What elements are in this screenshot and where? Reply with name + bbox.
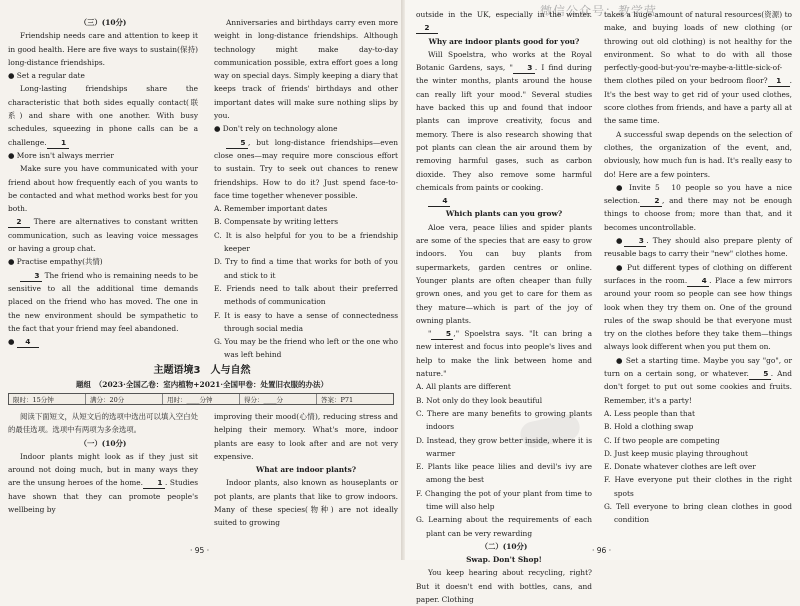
text: ● Invite 5 10 people so you have a nice selection. xyxy=(604,182,792,206)
paragraph xyxy=(604,354,792,407)
paragraph xyxy=(214,229,398,256)
text: C. There are many benefits to growing plants indoors xyxy=(416,408,592,432)
paragraph xyxy=(8,16,198,29)
text: F. Changing the pot of your plant from time to time will also help xyxy=(416,488,592,511)
answer-blank[interactable]: 2 xyxy=(8,217,30,228)
paragraph xyxy=(8,69,198,82)
text: Long-lasting friendships share the characteristic that both sides equally contact(联系) and share with one another. With busy schedules, squeezing in phone calls can be a challenge. xyxy=(8,84,198,147)
text: （三）(10分) xyxy=(79,18,127,27)
text: C. It is also helpful for you to be a friendship keeper xyxy=(214,230,398,254)
answer-blank[interactable]: 5 xyxy=(431,329,453,340)
paragraph xyxy=(214,463,398,476)
paragraph xyxy=(604,460,792,473)
paragraph xyxy=(416,8,592,35)
paragraph xyxy=(604,447,792,460)
answer-blank[interactable]: 1 xyxy=(768,76,790,87)
text: B. Not only do they look beautiful xyxy=(416,395,543,405)
text: G. You may be the friend who left or the one who was left behind xyxy=(214,337,398,360)
text: （二）(10分) xyxy=(480,541,528,551)
text: D. Just keep music playing throughout xyxy=(604,448,748,458)
paragraph xyxy=(214,215,398,228)
text: The friend who is remaining needs to be sensitive to all the additional time demands placed on the friend who has moved. The one in the new environment should be sympathetic to the fact that your friend may feel abandoned. xyxy=(8,270,198,333)
column-left-1 xyxy=(8,16,198,348)
info-full-score: 满分：20分 xyxy=(86,394,163,404)
text: There are alternatives to constant written communication, such as leaving voice messages or having a group chat. xyxy=(8,217,198,254)
paragraph xyxy=(604,261,792,354)
answer-blank[interactable]: 1 xyxy=(143,478,165,489)
text: B. Compensate by writing letters xyxy=(214,217,339,227)
theme-subtitle: 题组 （2023·全国乙卷：室内植物+2021·全国甲卷：处置旧衣服的办法） xyxy=(75,380,328,389)
text: Why are indoor plants good for you? xyxy=(428,36,580,46)
text: . And don't forget to put out some cookies and fruits. Remember, it's a party! xyxy=(604,369,792,405)
paragraph xyxy=(416,194,592,207)
answer-blank[interactable]: 5 xyxy=(226,138,248,149)
text: G. Tell everyone to bring clean clothes in good condition xyxy=(604,501,792,525)
text: ● Set a starting time. Maybe you say "go", or turn on a certain song, or whatever. xyxy=(604,355,792,379)
paragraph xyxy=(214,282,398,309)
watermark: 微信公众号：教学营 xyxy=(540,4,658,18)
column-left-4 xyxy=(214,410,398,530)
text: Anniversaries and birthdays carry even more weight in long-distance friendships. Although technology might make day-to-day communication possible, extra effort goes a long way on special days. Simply keeping a diary that keeps track of friends' birthdays and other important dates will make sure nothing slips by you. xyxy=(214,18,398,121)
text: Make sure you have communicated with your friend about how frequently each of you wants to be contacted and what method works best for you both. xyxy=(8,164,198,214)
theme-title: 主题语境3 人与自然 xyxy=(153,365,251,376)
paragraph xyxy=(214,136,398,202)
paragraph xyxy=(416,394,592,407)
answer-blank[interactable]: 2 xyxy=(416,23,438,34)
paragraph xyxy=(416,327,592,380)
paragraph xyxy=(604,434,792,447)
text: . They should also prepare plenty of reusable bags to carry their "new" clothes home. xyxy=(604,236,793,259)
text: E. Plants like peace lilies and devil's ivy are among the best xyxy=(416,462,592,485)
paragraph xyxy=(604,8,792,128)
text: takes a huge amount of natural resources(资源) to make, and buying loads of new clothing (or throwing out old clothing) is not healthy for the environment. So what to do with all those perfectly-good-but-you're-maybe-a-little-sick-of-them clothes piled on your bedroom floor? xyxy=(604,10,792,86)
paragraph xyxy=(8,149,198,162)
page-number-right: · 96 · xyxy=(592,546,612,555)
answer-blank[interactable]: 2 xyxy=(640,196,662,207)
paragraph xyxy=(416,540,592,553)
text: ● Don't rely on technology alone xyxy=(214,124,338,134)
text: Aloe vera, peace lilies and spider plants are some of the species that are easy to grow indoors. You can buy plants from supermarkets, garden centres or online. Younger plants are often cheaper than fully grown ones, and you get to care for them as they mature—which is part of the joy of owning plants. xyxy=(416,222,592,325)
paragraph xyxy=(416,35,592,48)
text: Will Spoelstra, who works at the Royal Botanic Gardens, says, " xyxy=(416,49,592,73)
text: A. Less people than that xyxy=(604,408,695,418)
book-gutter xyxy=(401,0,405,560)
text: Indoor plants, also known as houseplants or pot plants, are plants that like to grow indoors. Many of these species(物种) are not ideally suited to growing xyxy=(214,478,398,528)
text: improving their mood(心情), reducing stress and helping their memory. What's more, indoor plants are easy to look after and are not very expensive. xyxy=(214,412,398,461)
paragraph xyxy=(8,335,198,348)
paragraph xyxy=(214,202,398,215)
text: （一）(10分) xyxy=(79,438,127,448)
answer-blank[interactable]: 3 xyxy=(624,236,646,247)
text: G. Learning about the requirements of each plant can be very rewarding xyxy=(416,515,592,538)
text: , and there may not be enough things to choose from; more than that, and it becomes uncontrollable. xyxy=(604,196,792,232)
paragraph xyxy=(8,269,198,335)
answer-blank[interactable]: 4 xyxy=(687,276,709,287)
text: You keep hearing about recycling, right? But it doesn't end with bottles, cans, and paper. Clothing xyxy=(416,568,592,605)
info-time-limit: 限时：15分钟 xyxy=(9,394,86,404)
paragraph xyxy=(416,566,592,606)
text: . It's the best way to get rid of your used clothes, score clothes from friends, and have a party all at the same time. xyxy=(604,76,792,126)
paragraph xyxy=(604,181,792,234)
text: C. If two people are competing xyxy=(604,435,720,445)
paragraph xyxy=(416,487,592,514)
paragraph xyxy=(8,255,198,268)
paragraph xyxy=(214,335,398,362)
paragraph xyxy=(604,234,792,261)
info-bar xyxy=(8,393,394,405)
text: " xyxy=(428,329,432,339)
paragraph xyxy=(8,215,198,255)
paragraph xyxy=(214,410,398,463)
text: Which plants can you grow? xyxy=(445,209,563,219)
text: ," Spoelstra says. "It can bring a new interest and focus into people's lives and help to make the link between home and nature." xyxy=(416,329,592,379)
paragraph xyxy=(214,255,398,282)
text: ● Set a regular date xyxy=(8,71,85,81)
info-time-used: 用时：____分钟 xyxy=(163,394,240,404)
paragraph xyxy=(214,16,398,122)
text: outside in the UK, especially in the winter. xyxy=(416,10,592,19)
column-left-2 xyxy=(214,16,398,362)
text: 阅读下面短文，从短文后的选项中选出可以填入空白处的最佳选项。选项中有两项为多余选项。 xyxy=(8,412,198,435)
column-left-3 xyxy=(8,410,198,516)
text: ● More isn't always merrier xyxy=(8,150,114,160)
text: A. All plants are different xyxy=(416,382,511,392)
paragraph xyxy=(416,221,592,327)
answer-blank[interactable]: 1 xyxy=(47,138,69,149)
text: Swap. Don't Shop! xyxy=(466,555,542,565)
paragraph xyxy=(416,48,592,194)
paragraph xyxy=(416,513,592,540)
text: ● Practise empathy(共情) xyxy=(8,257,103,267)
paragraph xyxy=(416,434,592,461)
text: D. Try to find a time that works for both of you and stick to it xyxy=(214,257,398,280)
text: A. Remember important dates xyxy=(214,204,328,214)
text: E. Donate whatever clothes are left over xyxy=(604,462,756,472)
text: ● xyxy=(616,236,625,246)
answer-blank[interactable]: 5 xyxy=(749,369,771,380)
page-number-left: · 95 · xyxy=(190,546,210,555)
paragraph xyxy=(416,460,592,487)
paragraph xyxy=(604,473,792,500)
paragraph xyxy=(604,500,792,527)
text: . Studies have shown that they can promote people's wellbeing by xyxy=(8,478,198,515)
text: F. It is easy to have a sense of connectedness through social media xyxy=(214,310,398,333)
text: Indoor plants might look as if they just sit around not doing much, but in many ways they are the unsung heroes of the home. xyxy=(8,451,198,488)
answer-blank[interactable]: 3 xyxy=(513,63,535,74)
text: . Place a few mirrors around your room so people can see how things look when they try them on. One of the ground rules of the swap should be that everyone must try on the clothes before they take them—things always look different when you put them on. xyxy=(604,275,792,352)
info-score: 得分：____分 xyxy=(240,394,317,404)
text: What are indoor plants? xyxy=(255,465,357,475)
answer-blank[interactable]: 3 xyxy=(20,271,42,282)
paragraph xyxy=(214,476,398,529)
text: F. Have everyone put their clothes in the right spots xyxy=(604,475,792,498)
paragraph xyxy=(416,380,592,393)
text: ● Put different types of clothing on different surfaces in the room. xyxy=(604,262,792,285)
text: ● xyxy=(8,337,17,347)
text: D. Instead, they grow better inside, where it is warmer xyxy=(416,435,592,458)
text: , but long-distance friendships—even close ones—may require more conscious effort to sustain. Try to seek out chances to renew friendships. How to do it? Just spend face-to-face time together whenever possible. xyxy=(214,137,398,200)
paragraph xyxy=(214,309,398,336)
text: E. Friends need to talk about their preferred methods of communication xyxy=(214,283,398,307)
column-right-2 xyxy=(604,8,792,527)
text: A successful swap depends on the selection of clothes, the organization of the event, and, obviously, how much fun is had. It's really easy to do! Here are a few pointers. xyxy=(604,129,792,179)
paragraph xyxy=(604,407,792,420)
paragraph xyxy=(8,29,198,69)
paragraph xyxy=(604,420,792,433)
paragraph xyxy=(416,207,592,220)
paragraph xyxy=(604,128,792,181)
paragraph xyxy=(8,450,198,516)
answer-blank[interactable]: 4 xyxy=(428,196,450,207)
paragraph xyxy=(8,162,198,215)
text: Friendship needs care and attention to keep it in good health. Here are five ways to sustain(保持) long-distance friendships. xyxy=(8,31,198,67)
text: . I find during the winter months, plants around the house can really lift your mood." Several studies have backed this up and found that indoor plants can improve creativity, focus and memory. There is also research showing that pot plants can clean the air around them by removing harmful gases, such as carbon dioxide. They also remove some harmful chemicals from paints or cooking. xyxy=(416,63,592,192)
paragraph xyxy=(8,437,198,450)
answer-blank[interactable]: 4 xyxy=(17,337,39,348)
column-right-1 xyxy=(416,8,592,606)
paragraph xyxy=(214,122,398,135)
paragraph xyxy=(8,82,198,148)
paragraph xyxy=(8,410,198,437)
paragraph xyxy=(416,407,592,434)
text: B. Hold a clothing swap xyxy=(604,422,694,432)
info-answer-page: 答案：P71 xyxy=(321,396,354,404)
